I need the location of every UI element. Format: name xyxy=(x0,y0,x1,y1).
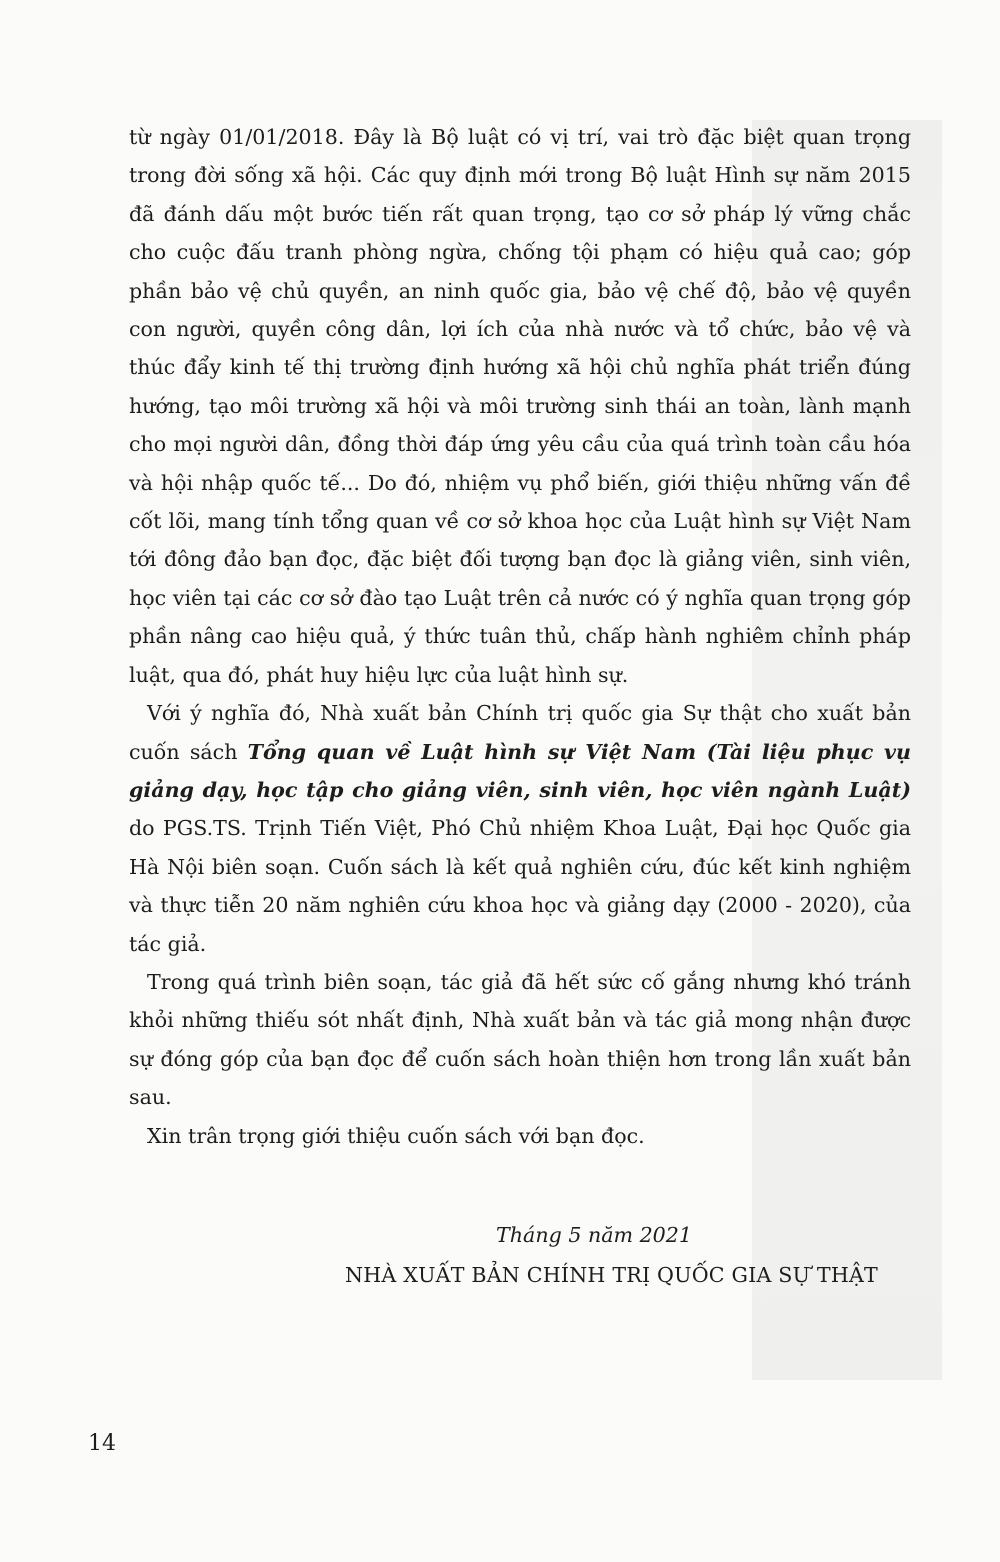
paragraph-3: Trong quá trình biên soạn, tác giả đã hết sức cố gắng nhưng khó tránh khỏi những thiếu sót nhất định, Nhà xuất bản và tác giả mong nhận được sự đóng góp của bạn đọc để cuốn sách hoàn thiện hơn trong lần xuất bản sau. xyxy=(129,969,911,1110)
signature-publisher: NHÀ XUẤT BẢN CHÍNH TRỊ QUỐC GIA SỰ THẬT xyxy=(345,1263,878,1287)
body-text xyxy=(129,118,911,1155)
signature-block xyxy=(345,1215,878,1295)
book-title: Tổng quan về Luật hình sự Việt Nam (Tài liệu phục vụ giảng dạy, học tập cho giảng viên, sinh viên, học viên ngành Luật) xyxy=(129,739,911,802)
paragraph-4: Xin trân trọng giới thiệu cuốn sách với bạn đọc. xyxy=(147,1123,645,1148)
paragraph-2-lead: Với ý nghĩa đó, Nhà xuất bản Chính trị quốc gia Sự thật cho xuất bản cuốn sách xyxy=(129,701,911,764)
page-number: 14 xyxy=(88,1431,116,1456)
paragraph-1: từ ngày 01/01/2018. Đây là Bộ luật có vị trí, vai trò đặc biệt quan trọng trong đời sống xã hội. Các quy định mới trong Bộ luật Hình sự năm 2015 đã đánh dấu một bước tiến rất quan trọng, tạo cơ sở pháp lý vững chắc cho cuộc đấu tranh phòng ngừa, chống tội phạm có hiệu quả cao; góp phần bảo vệ chủ quyền, an ninh quốc gia, bảo vệ chế độ, bảo vệ quyền con người, quyền công dân, lợi ích của nhà nước và tổ chức, bảo vệ và thúc đẩy kinh tế thị trường định hướng xã hội chủ nghĩa phát triển đúng hướng, tạo môi trường xã hội và môi trường sinh thái an toàn, lành mạnh cho mọi người dân, đồng thời đáp ứng yêu cầu của quá trình toàn cầu hóa và hội nhập quốc tế... Do đó, nhiệm vụ phổ biến, giới thiệu những vấn đề cốt lõi, mang tính tổng quan về cơ sở khoa học của Luật hình sự Việt Nam tới đông đảo bạn đọc, đặc biệt đối tượng bạn đọc là giảng viên, sinh viên, học viên tại các cơ sở đào tạo Luật trên cả nước có ý nghĩa quan trọng góp phần nâng cao hiệu quả, ý thức tuân thủ, chấp hành nghiêm chỉnh pháp luật, qua đó, phát huy hiệu lực của luật hình sự. xyxy=(129,125,911,687)
paragraph-2-rest: do PGS.TS. Trịnh Tiến Việt, Phó Chủ nhiệm Khoa Luật, Đại học Quốc gia Hà Nội biên soạn. Cuốn sách là kết quả nghiên cứu, đúc kết kinh nghiệm và thực tiễn 20 năm nghiên cứu khoa học và giảng dạy (2000 - 2020), của tác giả. xyxy=(129,816,911,956)
paragraph-2 xyxy=(129,694,911,963)
signature-date: Tháng 5 năm 2021 xyxy=(496,1223,692,1247)
